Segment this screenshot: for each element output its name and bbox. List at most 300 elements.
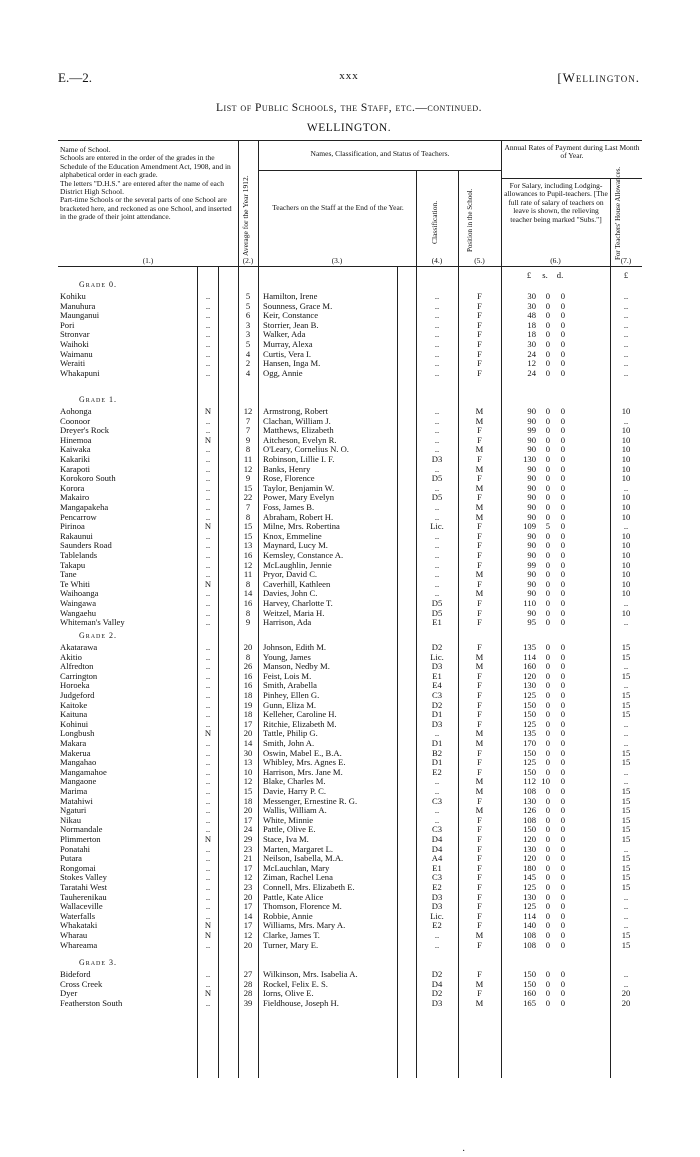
school-name: Akitio bbox=[60, 651, 82, 662]
school-name: Whareama bbox=[60, 939, 98, 950]
salary-shillings: 0 bbox=[545, 690, 550, 700]
teacher-name: Ziman, Rachel Lena bbox=[263, 872, 333, 883]
part-time-marker: .. bbox=[205, 709, 211, 720]
teacher-name: Davie, Harry P. C. bbox=[263, 786, 327, 796]
salary-pence: 0 bbox=[560, 766, 565, 777]
table-row bbox=[58, 806, 642, 816]
house-allowance-column-header: For Teachers' House Allowances. bbox=[614, 166, 622, 260]
school-name: Makerua bbox=[60, 747, 91, 758]
salary-pounds: 114 bbox=[523, 651, 536, 662]
average-attendance: 14 bbox=[243, 910, 253, 921]
table-row bbox=[58, 980, 642, 990]
salary-pounds: 30 bbox=[527, 300, 536, 311]
school-name: Manuhura bbox=[60, 300, 96, 311]
salary-pence: 0 bbox=[560, 463, 565, 474]
position: F bbox=[477, 329, 482, 340]
average-attendance: 21 bbox=[243, 853, 253, 864]
average-attendance: 15 bbox=[243, 482, 253, 493]
salary-pence: 0 bbox=[560, 699, 565, 710]
position: F bbox=[477, 862, 482, 873]
classification: D3 bbox=[431, 891, 443, 902]
school-name: Whiteman's Valley bbox=[60, 617, 125, 628]
house-allowance: 10 bbox=[621, 588, 631, 599]
table-row bbox=[58, 445, 642, 455]
teacher-name: Keir, Constance bbox=[263, 310, 319, 321]
teacher-name: Iorns, Olive E. bbox=[263, 988, 314, 999]
teacher-name: Knox, Emmeline bbox=[263, 530, 322, 541]
classification-column-header: Classification. bbox=[430, 200, 439, 244]
salary-pounds: 90 bbox=[527, 492, 536, 503]
salary-pounds: 12 bbox=[527, 358, 536, 369]
part-time-marker: .. bbox=[205, 766, 211, 777]
salary-pence: 0 bbox=[560, 853, 565, 864]
salary-pence: 0 bbox=[560, 425, 565, 436]
position: M bbox=[475, 569, 484, 580]
house-allowance: .. bbox=[623, 920, 629, 931]
average-attendance: 17 bbox=[243, 920, 253, 931]
house-allowance: .. bbox=[623, 728, 629, 739]
part-time-marker: N bbox=[204, 521, 212, 532]
classification: D2 bbox=[431, 969, 443, 979]
table-row bbox=[58, 653, 642, 663]
classification: Lic. bbox=[430, 521, 444, 532]
salary-pounds: 125 bbox=[523, 757, 536, 768]
house-allowance: .. bbox=[623, 329, 629, 340]
school-name: Mangaone bbox=[60, 776, 97, 787]
salary-pence: 0 bbox=[560, 920, 565, 931]
school-column-header: Name of School. Schools are entered in the order of the grades in the Schedule of the Education Amendment Act, 1908, and in alphabetical order in each grade. The letters "D.H.S." are entered after the name of each District High School. Part-time Schools or the several parts of one School are bracketed here, and reckoned as one School, and inserted in the grade of their joint attendance. bbox=[60, 145, 232, 222]
part-time-marker: .. bbox=[205, 511, 211, 522]
classification: E1 bbox=[432, 670, 442, 681]
classification: .. bbox=[434, 367, 440, 378]
teacher-name: Pattle, Kate Alice bbox=[263, 891, 324, 902]
position: F bbox=[477, 607, 482, 618]
classification: D3 bbox=[431, 454, 443, 464]
salary-shillings: 0 bbox=[545, 824, 550, 835]
salary-pence: 0 bbox=[560, 550, 565, 560]
classification: .. bbox=[434, 578, 440, 589]
house-allowance: 10 bbox=[621, 473, 631, 484]
house-allowance: .. bbox=[623, 718, 629, 729]
salary-shillings: 0 bbox=[545, 642, 550, 652]
school-name: Makairo bbox=[60, 492, 90, 503]
salary-pence: 0 bbox=[560, 930, 565, 940]
salary-shillings: 10 bbox=[541, 776, 550, 787]
school-name: Cross Creek bbox=[60, 978, 103, 989]
salary-pounds: 108 bbox=[523, 786, 536, 796]
school-name: Whakapuni bbox=[60, 367, 100, 378]
table-row bbox=[58, 710, 642, 720]
position: F bbox=[477, 680, 482, 691]
table-row bbox=[58, 503, 642, 513]
part-time-marker: .. bbox=[205, 502, 211, 512]
house-allowance: .. bbox=[623, 617, 629, 628]
position: F bbox=[477, 617, 482, 628]
school-name: Tauherenikau bbox=[60, 891, 107, 902]
table-row bbox=[58, 845, 642, 855]
classification: .. bbox=[434, 406, 440, 416]
position: F bbox=[477, 358, 482, 369]
salary-pounds: 130 bbox=[523, 843, 536, 854]
school-name: Maunganui bbox=[60, 310, 100, 321]
classification: D4 bbox=[431, 834, 443, 844]
average-attendance: 26 bbox=[243, 661, 253, 672]
salary-pounds: 150 bbox=[523, 747, 536, 758]
table-row bbox=[58, 902, 642, 912]
salary-shillings: 0 bbox=[545, 997, 550, 1008]
school-name: Mangapakeha bbox=[60, 502, 109, 512]
classification: .. bbox=[434, 291, 440, 301]
salary-shillings: 0 bbox=[545, 805, 550, 816]
school-name: Korokoro South bbox=[60, 473, 116, 484]
classification: D5 bbox=[431, 598, 443, 608]
salary-pence: 0 bbox=[560, 511, 565, 522]
salary-pence: 0 bbox=[560, 901, 565, 912]
average-attendance: 29 bbox=[243, 834, 253, 844]
salary-shillings: 0 bbox=[545, 901, 550, 912]
position: F bbox=[477, 882, 482, 892]
teacher-name: Caverhill, Kathleen bbox=[263, 578, 331, 589]
position: F bbox=[477, 834, 482, 844]
average-attendance: 27 bbox=[243, 969, 253, 979]
teacher-name: White, Minnie bbox=[263, 814, 314, 825]
salary-pounds: 130 bbox=[523, 454, 536, 464]
average-attendance: 9 bbox=[245, 473, 251, 484]
salary-shillings: 0 bbox=[545, 661, 550, 672]
salary-pounds: 135 bbox=[523, 642, 536, 652]
average-attendance: 7 bbox=[245, 425, 251, 436]
salary-pounds: 150 bbox=[523, 766, 536, 777]
position: M bbox=[475, 651, 484, 662]
house-allowance: .. bbox=[623, 482, 629, 493]
part-time-marker: .. bbox=[205, 680, 211, 691]
part-time-marker: .. bbox=[205, 747, 211, 758]
position: F bbox=[477, 690, 482, 700]
position: M bbox=[475, 661, 484, 672]
salary-pounds: 130 bbox=[523, 795, 536, 806]
school-name: Wangaehu bbox=[60, 607, 97, 618]
part-time-marker: N bbox=[204, 988, 212, 999]
school-name: Whakataki bbox=[60, 920, 98, 931]
position: M bbox=[475, 444, 484, 455]
house-allowance: 15 bbox=[621, 805, 631, 816]
house-allowance: 15 bbox=[621, 786, 631, 796]
school-name: Wharau bbox=[60, 930, 88, 940]
salary-shillings: 0 bbox=[545, 367, 550, 378]
part-time-marker: .. bbox=[205, 588, 211, 599]
col-number-1: (1.) bbox=[142, 256, 154, 265]
teacher-name: Hansen, Inga M. bbox=[263, 358, 321, 369]
school-name: Rakaunui bbox=[60, 530, 93, 541]
salary-pence: 0 bbox=[560, 843, 565, 854]
house-allowance: .. bbox=[623, 598, 629, 608]
region-label: [Wellington. bbox=[557, 70, 640, 85]
part-time-marker: .. bbox=[205, 607, 211, 618]
school-name: Waimanu bbox=[60, 348, 93, 359]
salary-shillings: 0 bbox=[545, 718, 550, 729]
part-time-marker: .. bbox=[205, 530, 211, 541]
average-attendance: 17 bbox=[243, 718, 253, 729]
teacher-name: Pinhey, Ellen G. bbox=[263, 690, 320, 700]
classification: .. bbox=[434, 776, 440, 787]
position: F bbox=[477, 367, 482, 378]
part-time-marker: .. bbox=[205, 997, 211, 1008]
position: F bbox=[477, 824, 482, 835]
school-name: Kaiwaka bbox=[60, 444, 91, 455]
salary-shillings: 0 bbox=[545, 415, 550, 426]
table-row bbox=[58, 854, 642, 864]
house-allowance: 10 bbox=[621, 454, 631, 464]
part-time-marker: .. bbox=[205, 901, 211, 912]
teacher-name: O'Leary, Cornelius N. O. bbox=[263, 444, 349, 455]
salary-pence: 0 bbox=[560, 578, 565, 589]
position: M bbox=[475, 930, 484, 940]
classification: .. bbox=[434, 310, 440, 321]
salary-shillings: 0 bbox=[545, 492, 550, 503]
teacher-name: Rockel, Felix E. S. bbox=[263, 978, 328, 989]
average-attendance: 13 bbox=[243, 540, 253, 551]
school-name: Nikau bbox=[60, 814, 82, 825]
salary-pence: 0 bbox=[560, 988, 565, 999]
house-allowance: .. bbox=[623, 969, 629, 979]
classification: .. bbox=[434, 939, 440, 950]
house-allowance: 20 bbox=[621, 997, 631, 1008]
part-time-marker: .. bbox=[205, 598, 211, 608]
part-time-marker: .. bbox=[205, 550, 211, 560]
school-name: Pori bbox=[60, 319, 75, 330]
part-time-marker: .. bbox=[205, 482, 211, 493]
classification: .. bbox=[434, 511, 440, 522]
salary-pounds: 90 bbox=[527, 530, 536, 541]
house-allowance: 10 bbox=[621, 444, 631, 455]
salary-pence: 0 bbox=[560, 795, 565, 806]
table-row bbox=[58, 701, 642, 711]
table-row bbox=[58, 532, 642, 542]
position: F bbox=[477, 300, 482, 311]
classification: D2 bbox=[431, 642, 443, 652]
teacher-name: Pryor, David C. bbox=[263, 569, 318, 580]
position: F bbox=[477, 891, 482, 902]
average-attendance: 20 bbox=[243, 805, 253, 816]
house-allowance: .. bbox=[623, 910, 629, 921]
house-allowance: 15 bbox=[621, 642, 631, 652]
teacher-name: Whibley, Mrs. Agnes E. bbox=[263, 757, 346, 768]
average-attendance: 18 bbox=[243, 795, 253, 806]
salary-pence: 0 bbox=[560, 415, 565, 426]
position: F bbox=[477, 291, 482, 301]
salary-shillings: 0 bbox=[545, 670, 550, 681]
position: F bbox=[477, 473, 482, 484]
salary-pence: 0 bbox=[560, 718, 565, 729]
school-name: Matahiwi bbox=[60, 795, 93, 806]
salary-pounds: 30 bbox=[527, 291, 536, 301]
table-row bbox=[58, 729, 642, 739]
average-attendance: 9 bbox=[245, 434, 251, 445]
table-row bbox=[58, 989, 642, 999]
classification: D5 bbox=[431, 607, 443, 618]
position: F bbox=[477, 521, 482, 532]
salary-shillings: 0 bbox=[545, 291, 550, 301]
position: F bbox=[477, 699, 482, 710]
school-name: Makara bbox=[60, 738, 87, 748]
salary-shillings: 0 bbox=[545, 988, 550, 999]
house-allowance: .. bbox=[623, 776, 629, 787]
table-row bbox=[58, 970, 642, 980]
classification: D5 bbox=[431, 492, 443, 503]
school-name: Kaituna bbox=[60, 709, 88, 720]
table-row bbox=[58, 912, 642, 922]
salary-shillings: 0 bbox=[545, 747, 550, 758]
part-time-marker: N bbox=[204, 728, 212, 739]
pound-unit: £ bbox=[526, 270, 532, 280]
average-attendance: 5 bbox=[245, 291, 251, 301]
part-time-marker: N bbox=[204, 434, 212, 445]
salary-shillings: 0 bbox=[545, 651, 550, 662]
school-name: Stokes Valley bbox=[60, 872, 107, 883]
teacher-name: McLaughlin, Jennie bbox=[263, 559, 332, 570]
salary-pounds: 90 bbox=[527, 482, 536, 493]
average-attendance: 16 bbox=[243, 680, 253, 691]
shilling-unit: s. bbox=[542, 270, 548, 280]
part-time-marker: .. bbox=[205, 540, 211, 551]
salary-pounds: 120 bbox=[523, 670, 536, 681]
house-allowance: 15 bbox=[621, 651, 631, 662]
average-attendance: 12 bbox=[243, 406, 253, 416]
salary-pounds: 90 bbox=[527, 511, 536, 522]
position: F bbox=[477, 434, 482, 445]
average-attendance: 23 bbox=[243, 843, 253, 854]
attendance-column-header: Average for the Year 1912. bbox=[241, 175, 250, 256]
salary-pence: 0 bbox=[560, 473, 565, 484]
position: M bbox=[475, 463, 484, 474]
position: F bbox=[477, 910, 482, 921]
table-row bbox=[58, 302, 642, 312]
salary-pounds: 145 bbox=[523, 872, 536, 883]
teacher-name: Tattle, Philip G. bbox=[263, 728, 318, 739]
salary-pence: 0 bbox=[560, 824, 565, 835]
position: F bbox=[477, 718, 482, 729]
classification: Lic. bbox=[430, 910, 444, 921]
part-time-marker: .. bbox=[205, 824, 211, 835]
school-name: Featherston South bbox=[60, 997, 123, 1008]
school-name: Tablelands bbox=[60, 550, 98, 560]
average-attendance: 4 bbox=[245, 348, 251, 359]
teacher-name: Clarke, James T. bbox=[263, 930, 320, 940]
part-time-marker: .. bbox=[205, 853, 211, 864]
average-attendance: 8 bbox=[245, 607, 251, 618]
salary-shillings: 0 bbox=[545, 930, 550, 940]
average-attendance: 20 bbox=[243, 939, 253, 950]
house-allowance: .. bbox=[623, 339, 629, 349]
position: F bbox=[477, 939, 482, 950]
salary-shillings: 0 bbox=[545, 406, 550, 416]
average-attendance: 20 bbox=[243, 728, 253, 739]
salary-pence: 0 bbox=[560, 617, 565, 628]
average-attendance: 18 bbox=[243, 690, 253, 700]
teacher-name: Ritchie, Elizabeth M. bbox=[263, 718, 337, 729]
school-name: Waingawa bbox=[60, 598, 97, 608]
average-attendance: 7 bbox=[245, 415, 251, 426]
house-allowance: 10 bbox=[621, 607, 631, 618]
table-row bbox=[58, 931, 642, 941]
salary-shillings: 0 bbox=[545, 434, 550, 445]
classification: D2 bbox=[431, 988, 443, 999]
position: F bbox=[477, 969, 482, 979]
table-row bbox=[58, 797, 642, 807]
salary-pounds: 24 bbox=[527, 367, 536, 378]
salary-pounds: 180 bbox=[523, 862, 536, 873]
salary-shillings: 0 bbox=[545, 738, 550, 748]
salary-pounds: 90 bbox=[527, 550, 536, 560]
salary-shillings: 0 bbox=[545, 454, 550, 464]
position: M bbox=[475, 776, 484, 787]
school-name: Mangahao bbox=[60, 757, 97, 768]
salary-shillings: 0 bbox=[545, 891, 550, 902]
house-allowance: 15 bbox=[621, 709, 631, 720]
position: M bbox=[475, 978, 484, 989]
position: F bbox=[477, 670, 482, 681]
salary-pence: 0 bbox=[560, 709, 565, 720]
school-name: Tane bbox=[60, 569, 77, 580]
house-allowance: 10 bbox=[621, 406, 631, 416]
table-row bbox=[58, 672, 642, 682]
salary-shillings: 0 bbox=[545, 699, 550, 710]
part-time-marker: .. bbox=[205, 843, 211, 854]
classification: .. bbox=[434, 434, 440, 445]
classification: D4 bbox=[431, 978, 443, 989]
average-attendance: 15 bbox=[243, 786, 253, 796]
salary-pence: 0 bbox=[560, 757, 565, 768]
part-time-marker: N bbox=[204, 406, 212, 416]
salary-pence: 0 bbox=[560, 540, 565, 551]
salary-shillings: 0 bbox=[545, 559, 550, 570]
school-name: Plimmerton bbox=[60, 834, 101, 844]
salary-shillings: 0 bbox=[545, 766, 550, 777]
average-attendance: 17 bbox=[243, 862, 253, 873]
salary-shillings: 0 bbox=[545, 607, 550, 618]
salary-pounds: 130 bbox=[523, 680, 536, 691]
salary-pounds: 150 bbox=[523, 969, 536, 979]
classification: C3 bbox=[431, 795, 443, 806]
house-allowance: 15 bbox=[621, 834, 631, 844]
average-attendance: 28 bbox=[243, 988, 253, 999]
teacher-name: Matthews, Elizabeth bbox=[263, 425, 334, 436]
part-time-marker: .. bbox=[205, 786, 211, 796]
house-allowance: .. bbox=[623, 319, 629, 330]
salary-pence: 0 bbox=[560, 814, 565, 825]
salary-pence: 0 bbox=[560, 862, 565, 873]
teacher-name: Pattle, Olive E. bbox=[263, 824, 316, 835]
school-name: Waihoki bbox=[60, 339, 89, 349]
table-row bbox=[58, 816, 642, 826]
grade-heading: Grade 2. bbox=[78, 631, 118, 640]
part-time-marker: .. bbox=[205, 651, 211, 662]
position: F bbox=[477, 872, 482, 883]
average-attendance: 8 bbox=[245, 511, 251, 522]
salary-pence: 0 bbox=[560, 329, 565, 340]
salary-pounds: 95 bbox=[527, 617, 536, 628]
payment-group-header: Annual Rates of Payment during Last Month of Year. bbox=[504, 143, 640, 161]
house-allowance: .. bbox=[623, 843, 629, 854]
salary-shillings: 0 bbox=[545, 910, 550, 921]
part-time-marker: .. bbox=[205, 444, 211, 455]
salary-pence: 0 bbox=[560, 776, 565, 787]
schools-table bbox=[58, 140, 642, 1078]
average-attendance: 17 bbox=[243, 814, 253, 825]
salary-shillings: 0 bbox=[545, 617, 550, 628]
part-time-marker: .. bbox=[205, 454, 211, 464]
position: F bbox=[477, 901, 482, 912]
